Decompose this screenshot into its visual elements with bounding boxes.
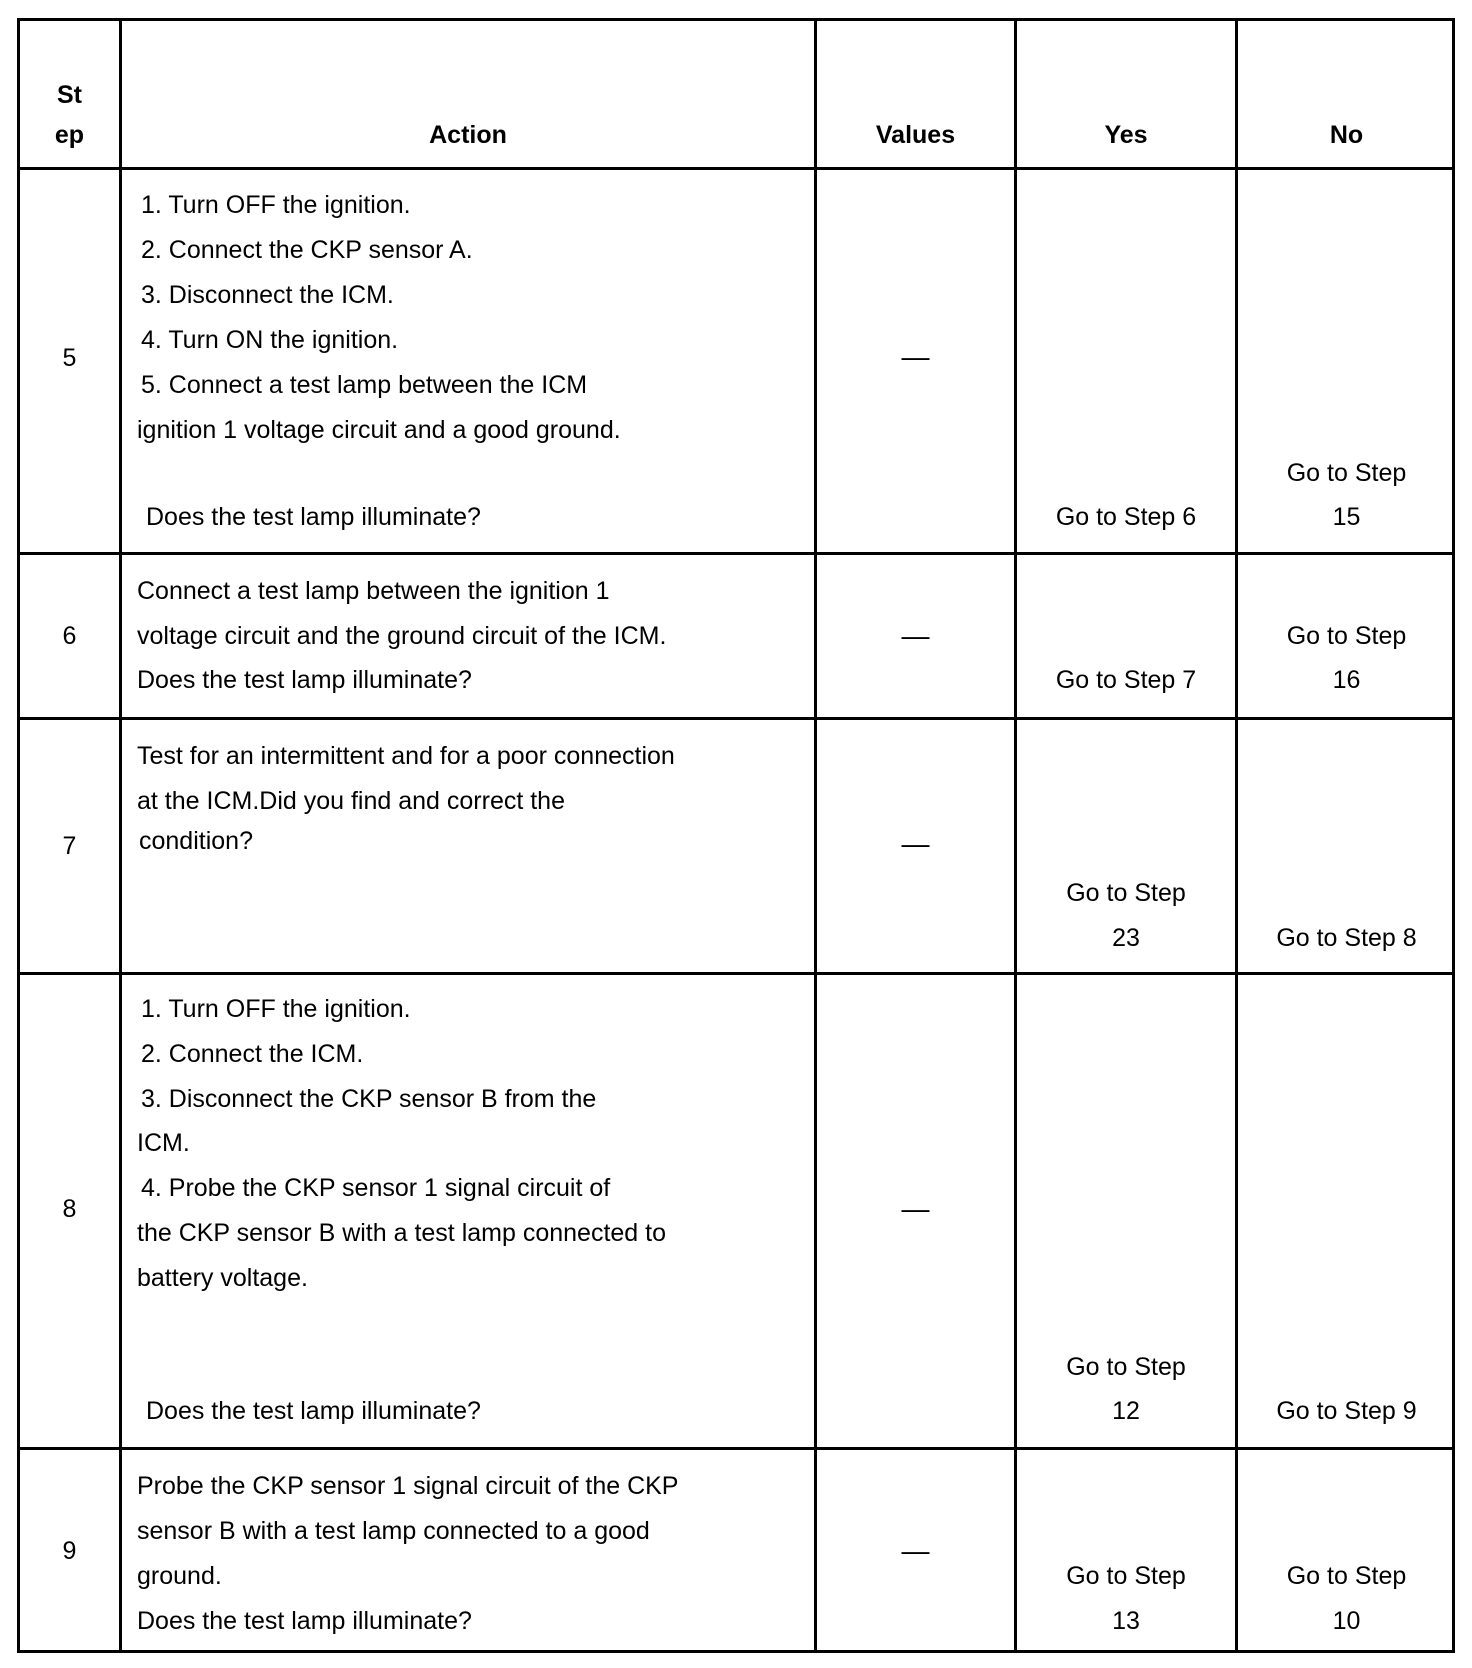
action-question: Does the test lamp illuminate?: [137, 666, 472, 694]
row-divider: [20, 972, 1452, 975]
action-question: Does the test lamp illuminate?: [146, 1397, 481, 1425]
action-text: ICM.: [137, 1129, 190, 1157]
row-divider: [20, 717, 1452, 720]
header-step-line2: ep: [54, 121, 85, 149]
row-divider: [20, 552, 1452, 555]
yes-result: Go to Step 7: [1055, 666, 1197, 694]
action-text: 2. Connect the CKP sensor A.: [141, 236, 473, 264]
action-text: 4. Probe the CKP sensor 1 signal circuit of: [141, 1174, 611, 1202]
step-number: 9: [62, 1537, 77, 1565]
step-number: 6: [62, 622, 77, 650]
action-text: 2. Connect the ICM.: [141, 1040, 364, 1068]
yes-result: 23: [1112, 924, 1140, 952]
action-text: ground.: [137, 1562, 222, 1590]
yes-result: Go to Step: [1066, 1562, 1186, 1590]
action-text: Probe the CKP sensor 1 signal circuit of the CKP: [137, 1472, 679, 1500]
action-text: Test for an intermittent and for a poor connection: [137, 742, 675, 770]
action-text: 3. Disconnect the ICM.: [141, 281, 394, 309]
values-dash: —: [901, 341, 930, 372]
step-number: 8: [62, 1195, 77, 1223]
no-result: 15: [1332, 503, 1361, 531]
yes-result: Go to Step: [1066, 1353, 1186, 1381]
values-dash: —: [901, 1193, 930, 1224]
yes-result: Go to Step 6: [1055, 503, 1197, 531]
column-divider: [119, 21, 122, 1650]
action-text: 1. Turn OFF the ignition.: [141, 995, 411, 1023]
action-text: 5. Connect a test lamp between the ICM: [141, 371, 588, 399]
action-question: Does the test lamp illuminate?: [137, 1607, 472, 1635]
header-yes: Yes: [1104, 121, 1148, 149]
action-question: Does the test lamp illuminate?: [146, 503, 481, 531]
row-divider: [20, 167, 1452, 170]
no-result: Go to Step: [1286, 459, 1407, 487]
header-action: Action: [429, 121, 507, 149]
yes-result: 12: [1112, 1397, 1140, 1425]
values-dash: —: [901, 620, 930, 651]
values-dash: —: [901, 828, 930, 859]
no-result: Go to Step: [1286, 1562, 1407, 1590]
action-text: the CKP sensor B with a test lamp connected to: [137, 1219, 666, 1247]
action-text: voltage circuit and the ground circuit of the ICM.: [137, 622, 667, 650]
yes-result: Go to Step: [1066, 879, 1186, 907]
header-no: No: [1329, 121, 1364, 149]
action-text: 1. Turn OFF the ignition.: [141, 191, 411, 219]
action-text: sensor B with a test lamp connected to a good: [137, 1517, 650, 1545]
diagnostic-table: [17, 18, 1455, 1653]
step-number: 5: [62, 344, 77, 372]
action-text: battery voltage.: [137, 1264, 308, 1292]
header-values: Values: [875, 121, 956, 149]
action-question: condition?: [139, 827, 253, 855]
step-number: 7: [62, 832, 77, 860]
action-text: 3. Disconnect the CKP sensor B from the: [141, 1085, 597, 1113]
action-text: ignition 1 voltage circuit and a good ground.: [137, 416, 621, 444]
row-divider: [20, 1447, 1452, 1450]
values-dash: —: [901, 1535, 930, 1566]
no-result: 10: [1332, 1607, 1361, 1635]
no-result: 16: [1332, 666, 1361, 694]
action-text: Connect a test lamp between the ignition 1: [137, 577, 610, 605]
no-result: Go to Step: [1286, 622, 1407, 650]
no-result: Go to Step 8: [1276, 924, 1417, 952]
action-text: at the ICM.Did you find and correct the: [137, 787, 565, 815]
header-step-line1: St: [57, 81, 82, 109]
action-text: 4. Turn ON the ignition.: [141, 326, 399, 354]
yes-result: 13: [1112, 1607, 1140, 1635]
no-result: Go to Step 9: [1276, 1397, 1417, 1425]
